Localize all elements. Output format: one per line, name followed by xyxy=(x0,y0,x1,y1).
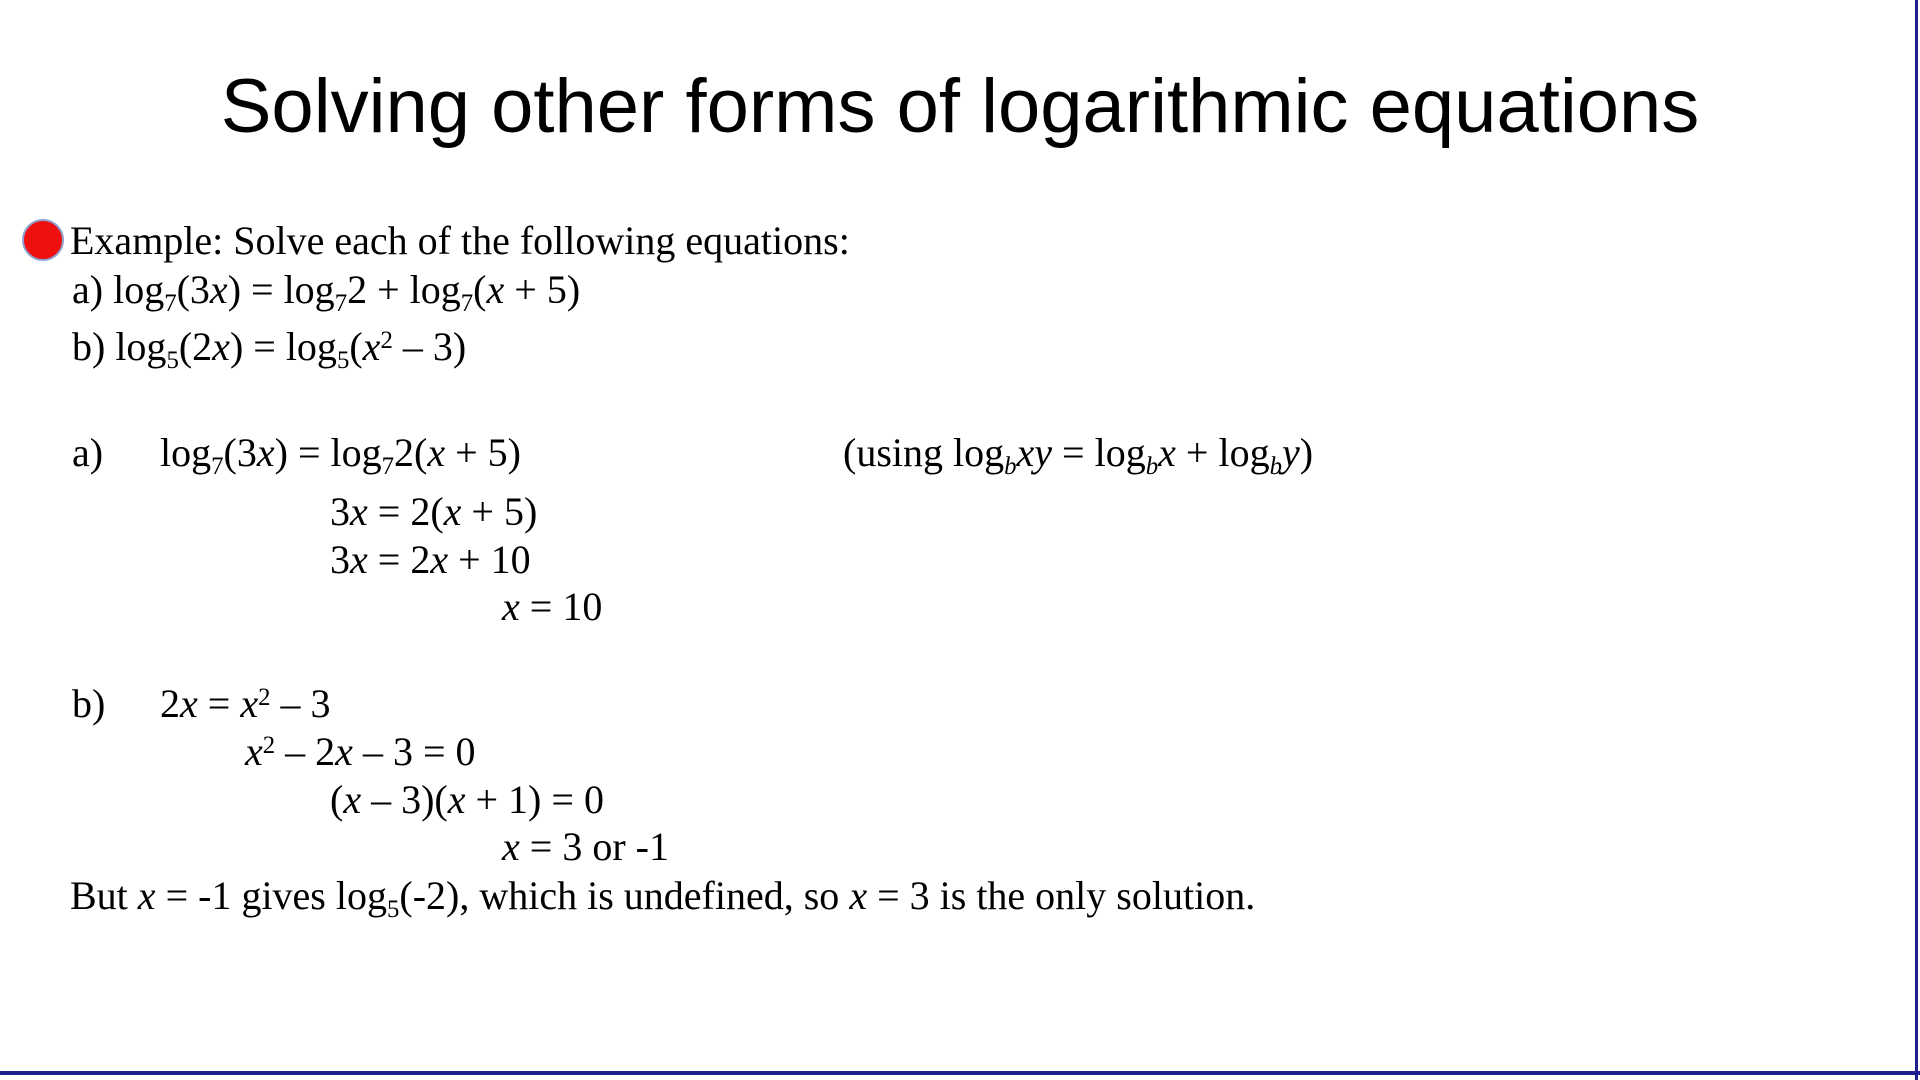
solution-a-step-1-part-3: (using logbxy = logbx + logby) xyxy=(843,430,1314,480)
problem-a: a) log7(3x) = log72 + log7(x + 5) xyxy=(72,267,581,317)
conclusion: But x = -1 gives log5(-2), which is undefined, so x = 3 is the only solution. xyxy=(70,873,1256,923)
solution-b-step-1-part-2: $2x = x^2 - 3$ xyxy=(160,681,331,726)
slide-bottom-border xyxy=(0,1071,1920,1075)
bullet-marker xyxy=(22,219,64,261)
solution-a-step-3: 3x = 2x + 10 xyxy=(330,537,531,582)
solution-a-result: x = 10 xyxy=(502,584,603,629)
solution-b-step-1-part-1: b) xyxy=(72,681,106,726)
solution-b-step-3: (x – 3)(x + 1) = 0 xyxy=(330,777,604,822)
solution-a-step-1-part-1: a) xyxy=(72,430,104,475)
example-intro: Example: Solve each of the following equations: xyxy=(70,218,850,263)
problem-b: b) $\log 5(2x) = \log 5(x^2 - 3)$ xyxy=(72,324,467,374)
solution-a-step-1-part-2: log7(3x) = log72(x + 5) xyxy=(160,430,522,480)
solution-a-step-2: 3x = 2(x + 5) xyxy=(330,489,538,534)
slide-right-border xyxy=(1915,0,1918,1080)
solution-b-result: x = 3 or -1 xyxy=(502,824,669,869)
slide-title: Solving other forms of logarithmic equations xyxy=(220,64,1700,149)
solution-b-step-2: $x^2 - 2x - 3 = 0$ xyxy=(245,729,476,774)
